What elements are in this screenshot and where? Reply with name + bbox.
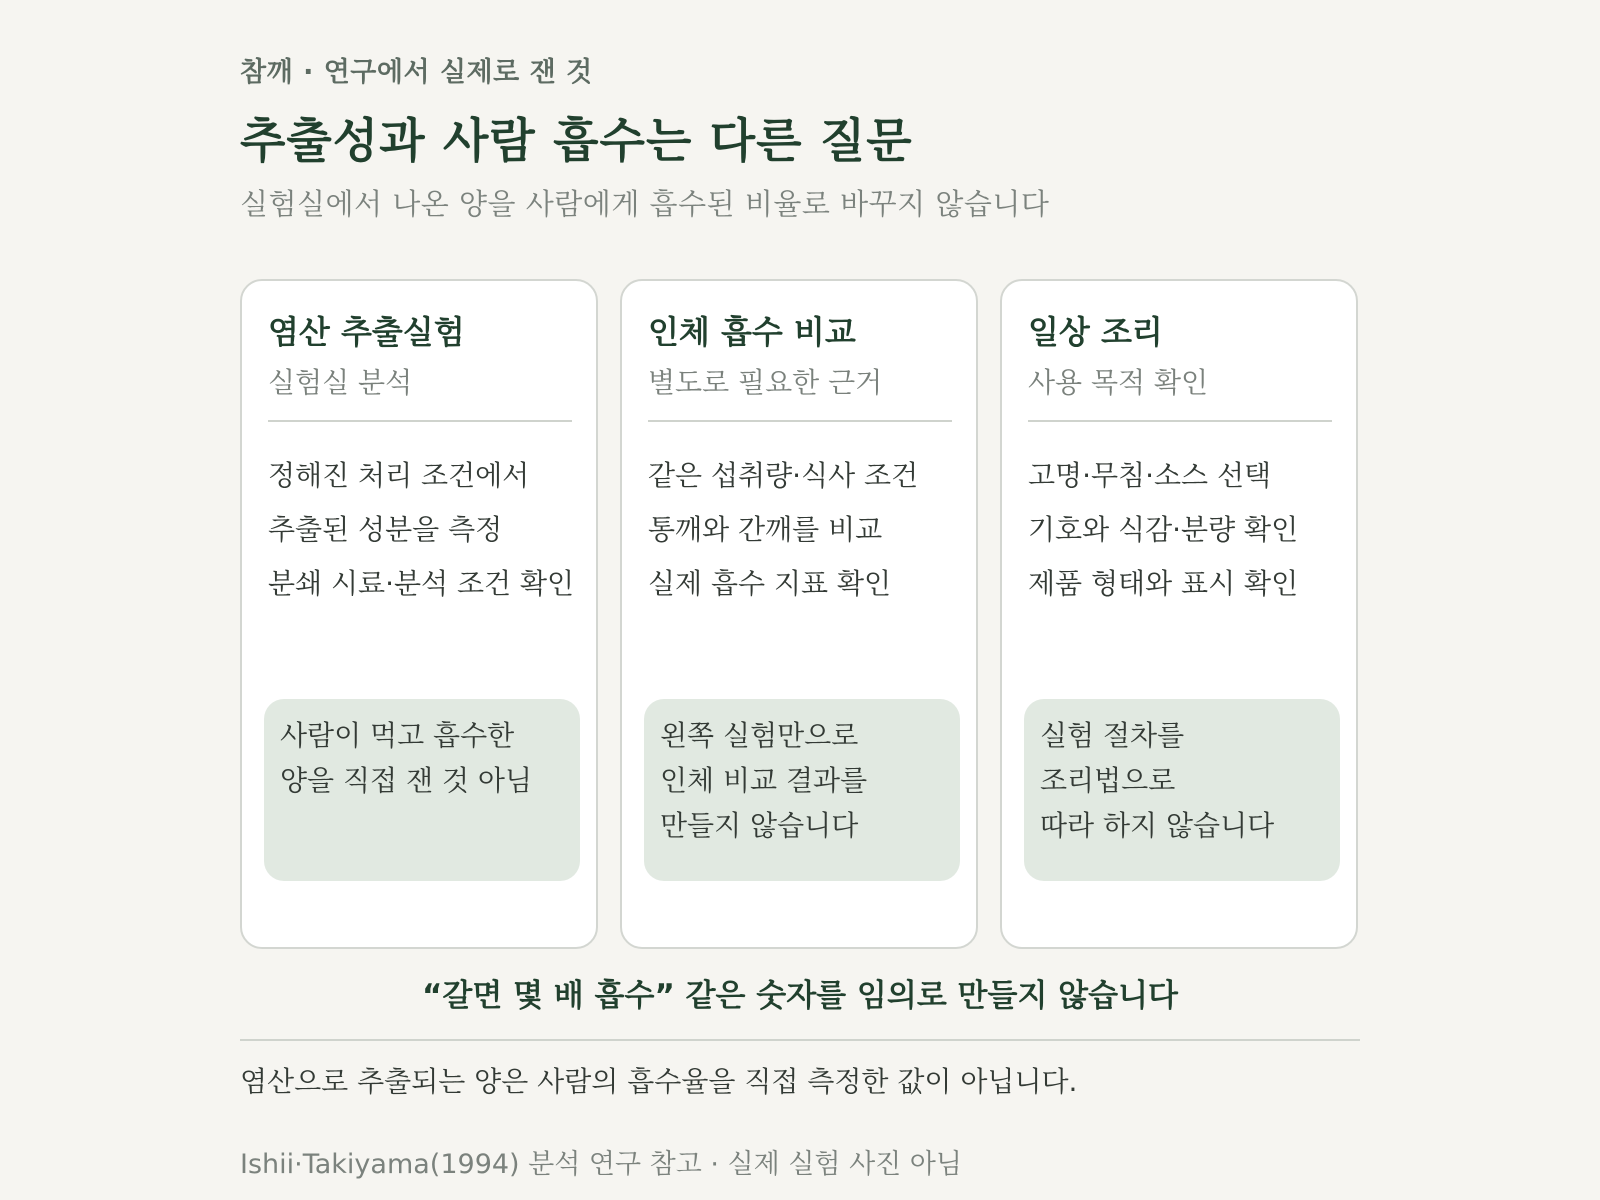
card-note <box>644 699 960 881</box>
page-title: 추출성과 사람 흡수는 다른 질문 <box>240 114 913 169</box>
card-note-line: 인체 비교 결과를 <box>660 764 868 797</box>
source-credit: Ishii·Takiyama(1994) 분석 연구 참고 · 실제 실험 사진 아님 <box>240 1149 962 1180</box>
card-acid-extraction <box>240 279 598 949</box>
card-note <box>1024 699 1340 881</box>
eyebrow: 참깨 · 연구에서 실제로 잰 것 <box>240 57 593 88</box>
card-points <box>268 449 574 611</box>
card-divider <box>268 420 572 422</box>
card-point: 추출된 성분을 측정 <box>268 513 503 546</box>
card-point: 분쇄 시료·분석 조건 확인 <box>268 567 575 600</box>
card-note-line: 실험 절차를 <box>1040 719 1185 752</box>
card-daily-cooking <box>1000 279 1358 949</box>
card-title: 인체 흡수 비교 <box>648 313 856 351</box>
key-claim: “갈면 몇 배 흡수” 같은 숫자를 임의로 만들지 않습니다 <box>422 978 1178 1014</box>
card-note-line: 양을 직접 잰 것 아님 <box>280 764 532 797</box>
page-subtitle: 실험실에서 나온 양을 사람에게 흡수된 비율로 바꾸지 않습니다 <box>240 187 1050 221</box>
card-points <box>648 449 918 611</box>
card-point: 정해진 처리 조건에서 <box>268 459 530 492</box>
card-subtitle: 사용 목적 확인 <box>1028 366 1209 399</box>
summary-statement: 염산으로 추출되는 양은 사람의 흡수율을 직접 측정한 값이 아닙니다. <box>240 1065 1078 1098</box>
card-note-line: 따라 하지 않습니다 <box>1040 809 1275 842</box>
card-point: 같은 섭취량·식사 조건 <box>648 459 919 492</box>
card-point: 제품 형태와 표시 확인 <box>1028 567 1299 600</box>
card-point: 실제 흡수 지표 확인 <box>648 567 892 600</box>
card-subtitle: 별도로 필요한 근거 <box>648 366 883 399</box>
card-divider <box>1028 420 1332 422</box>
card-row <box>240 279 1360 951</box>
card-point: 고명·무침·소스 선택 <box>1028 459 1272 492</box>
card-note-line: 조리법으로 <box>1040 764 1176 797</box>
card-note-line: 왼쪽 실험만으로 <box>660 719 859 752</box>
card-point: 통깨와 간깨를 비교 <box>648 513 883 546</box>
card-divider <box>648 420 952 422</box>
card-human-absorption <box>620 279 978 949</box>
card-point: 기호와 식감·분량 확인 <box>1028 513 1299 546</box>
card-title: 염산 추출실험 <box>268 313 465 351</box>
card-title: 일상 조리 <box>1028 313 1163 351</box>
card-subtitle: 실험실 분석 <box>268 366 413 399</box>
card-note-line: 사람이 먹고 흡수한 <box>280 719 515 752</box>
card-note-line: 만들지 않습니다 <box>660 809 859 842</box>
card-points <box>1028 449 1298 611</box>
card-note <box>264 699 580 881</box>
footer-divider <box>240 1039 1360 1041</box>
